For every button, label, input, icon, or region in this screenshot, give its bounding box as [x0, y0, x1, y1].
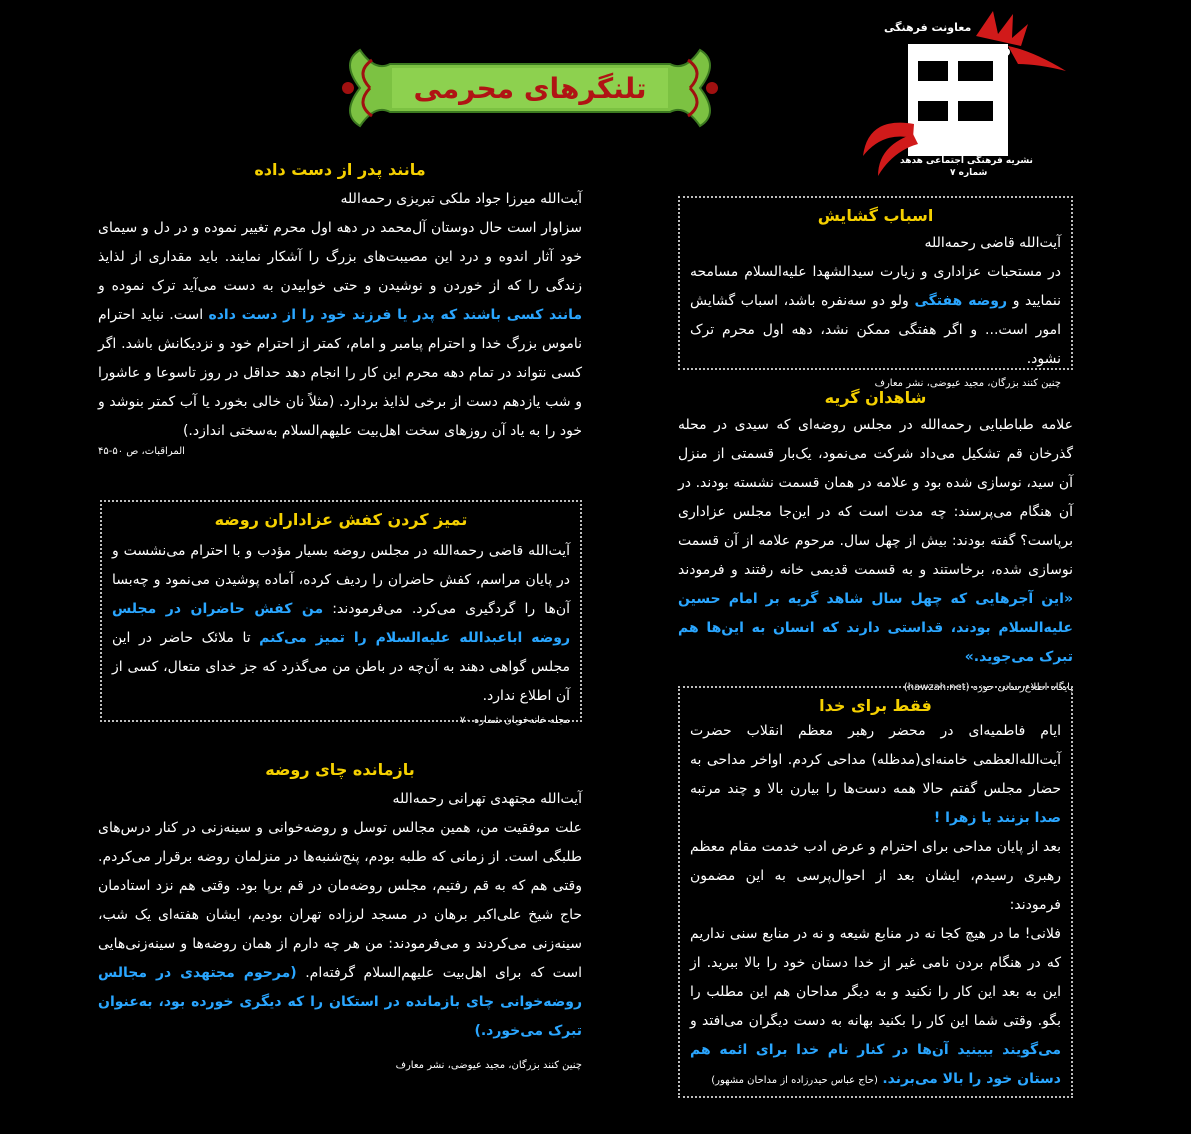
page-title: تلنگرهای محرمی	[413, 71, 647, 105]
section-text: آیت‌الله قاضی رحمه‌الله در مجلس روضه بسیار مؤدب و با احترام می‌نشست و در پایان مراسم، کفش حاضران را ردیف کرده، آماده پوشیدن می‌نمود و چه‌بسا آن‌ها را گردگیری می‌کرد. می‌فرمودند: من کفش حاضران در مجلس روضه اباعبدالله علیه‌السلام را تمیز می‌کنم تا ملائک حاضر در این مجلس گواهی دهند به آن‌چه در باطن من می‌گذرد که جز خدای متعال، کسی از آن اطلاع ندارد.	[112, 543, 571, 704]
highlight: می‌گویند ببینید آن‌ها در کنار نام خدا برای ائمه هم دستان خود را بالا می‌برند.	[690, 1042, 1061, 1087]
section-text: علت موفقیت من، همین مجالس توسل و روضه‌خوانی و سینه‌زنی در کنار درس‌های طلبگی است. از زمانی که طلبه بودم، پنج‌شنبه‌ها در منزلمان روضه برقرار می‌کردم. وقتی هم که به قم رفتیم، مجلس روضه‌مان در قم برپا بود. وقتی هم نزد استادمان حاج شیخ علی‌اکبر برهان در مسجد لرزاده تهران بودیم، ایشان هفته‌ای یک شب، سینه‌زنی می‌کردند و می‌فرمودند: من هر چه دارم از همان روضه‌ها و سینه‌زنی‌هایی است که برای اهل‌بیت علیهم‌السلام گرفته‌ام. (مرحوم مجتهدی در مجالس روضه‌خوانی چای بازمانده در استکان را که دیگری خورده بود، به‌عنوان تبرک می‌خورد.)	[98, 820, 583, 1039]
section-title: تمیز کردن کفش عزاداران روضه	[214, 510, 468, 529]
author: آیت‌الله میرزا جواد ملکی تبریزی رحمه‌الله	[340, 191, 582, 207]
author: آیت‌الله قاضی رحمه‌الله	[924, 235, 1061, 251]
source: المراقبات، ص ۵۰-۴۵	[98, 446, 185, 457]
section-text: علامه طباطبایی رحمه‌الله در مجلس روضه‌ای که سیدی در محله گذرخان قم تشکیل می‌داد شرکت می‌نمود، یک‌بار قسمتی از منزل آن سید، نوسازی شده بود و علامه در همان قسمت نشسته بودند. در آن هنگام می‌پرسند: چه مدت است که در این‌جا مجلس عزاداری برپاست؟ گفته بودند: بیش از چهل سال. مرحوم علامه از آن قسمت نوسازی شده، برخاستند و به قسمت قدیمی خانه رفتند و فرمودند «این آجرهایی که چهل سال شاهد گریه بر امام حسین علیه‌السلام بودند، قداستی دارند که انسان به این‌ها هم تبرک می‌جوید.»	[678, 417, 1073, 665]
section-bazmande-chay	[98, 760, 582, 1090]
section-title: بازمانده چای روضه	[265, 760, 415, 779]
section-text: بعد از پایان مداحی برای احترام و عرض ادب خدمت مقام معظم رهبری رسیدم، ایشان بعد از احوال‌پرسی به این مضمون فرمودند:	[690, 839, 1061, 913]
highlight: «این آجرهایی که چهل سال شاهد گریه بر امام حسین علیه‌السلام بودند، قداستی دارند که انسان به این‌ها هم تبرک می‌جوید.»	[678, 591, 1073, 665]
section-title: مانند پدر از دست داده	[254, 160, 426, 179]
section-asbab-goshayesh	[678, 196, 1073, 389]
section-faghat-baraye-khoda	[678, 686, 1073, 1098]
logo-subtitle: نشریه فرهنگی اجتماعی هدهد	[900, 156, 1033, 166]
highlight: مانند کسی باشند که پدر یا فرزند خود را از دست داده	[208, 307, 583, 323]
section-shahedan-gerye	[678, 388, 1073, 693]
source: چنین کنند بزرگان، مجید عیوضی، نشر معارف	[874, 378, 1061, 389]
section-manand-pedar	[98, 160, 582, 460]
highlight: من کفش حاضران در مجلس روضه اباعبدالله علیه‌السلام را تمیز می‌کنم	[112, 601, 571, 646]
section-text: ایام فاطمیه‌ای در محضر رهبر معظم انقلاب حضرت آیت‌الله‌العظمی خامنه‌ای(مدظله) مداحی کردم. اواخر مداحی به حضار مجلس گفتم حالا همه دست‌ها را بیارن بالا و چند مرتبه صدا بزنند یا زهرا !	[690, 723, 1061, 826]
title-banner	[330, 42, 730, 134]
section-title: فقط برای خدا	[819, 696, 932, 715]
source: پایگاه اطلاع‌رسانی حوزه (hawzah.net)	[903, 682, 1073, 693]
source: مجله خانه‌خوبان شماره ۷۰	[460, 715, 570, 726]
issue-number: شماره ۷	[950, 168, 988, 178]
source: چنین کنند بزرگان، مجید عیوضی، نشر معارف	[395, 1060, 582, 1071]
section-text: فلانی! ما در هیچ کجا نه در منابع شیعه و نه در منابع سنی نداریم که در هنگام بردن نامی غیر از خدا دستان خود را بالا ببرید. از این به بعد این کار را نکنید و به دیگر مداحان هم این مطلب را بگو. وقتی شما این کار را بکنید بهانه به دست دیگران می‌افتد و می‌گویند ببینید آن‌ها در کنار نام خدا برای ائمه هم دستان خود را بالا می‌برند. (حاج عباس حیدرزاده از مداحان مشهور)	[690, 926, 1061, 1087]
source: (حاج عباس حیدرزاده از مداحان مشهور)	[711, 1075, 878, 1086]
author: آیت‌الله مجتهدی تهرانی رحمه‌الله	[392, 791, 582, 807]
logo-caption: معاونت فرهنگی	[884, 21, 972, 34]
section-tamiz-kardan-kafsh	[100, 500, 582, 726]
highlight: (مرحوم مجتهدی در مجالس روضه‌خوانی چای بازمانده در استکان را که دیگری خورده بود، به‌عنوان تبرک می‌خورد.)	[98, 965, 582, 1039]
section-title: شاهدان گریه	[824, 388, 927, 407]
section-text: در مستحبات عزاداری و زیارت سیدالشهدا علیه‌السلام مسامحه ننمایید و روضه هفتگی ولو دو سه‌نفره باشد، اسباب گشایش امور است... و اگر هفتگی ممکن نشد، دهه اول محرم ترک نشود.	[690, 264, 1062, 367]
highlight: روضه هفتگی	[914, 293, 1008, 309]
highlight: صدا بزنند یا زهرا !	[933, 810, 1061, 826]
section-title: اسباب گشایش	[817, 206, 934, 225]
section-text: سزاوار است حال دوستان آل‌محمد در دهه اول محرم تغییر نموده و در دل و سیمای خود آثار اندوه و درد این مصیبت‌های بزرگ را آشکار نمایند. باید مقداری از لذایذ زندگی را که از خوردن و نوشیدن و حتی خوابیدن به دست می‌آید ترک نموده و مانند کسی باشند که پدر یا فرزند خود را از دست داده است. نباید احترام ناموس بزرگ خدا و احترام پیامبر و امام، کمتر از احترام خود و نزدیکانش باشد. اگر کسی نتواند در تمام دهه محرم این کار را انجام دهد حداقل در روز تاسوعا و عاشورا و شب یازدهم دست از برخی لذایذ بردارد. (مثلاً نان خالی بخورد یا آب کمتر بنوشد و خود را به یاد آن روزهای سخت اهل‌بیت علیهم‌السلام به‌سختی اندازد.)	[98, 220, 583, 439]
